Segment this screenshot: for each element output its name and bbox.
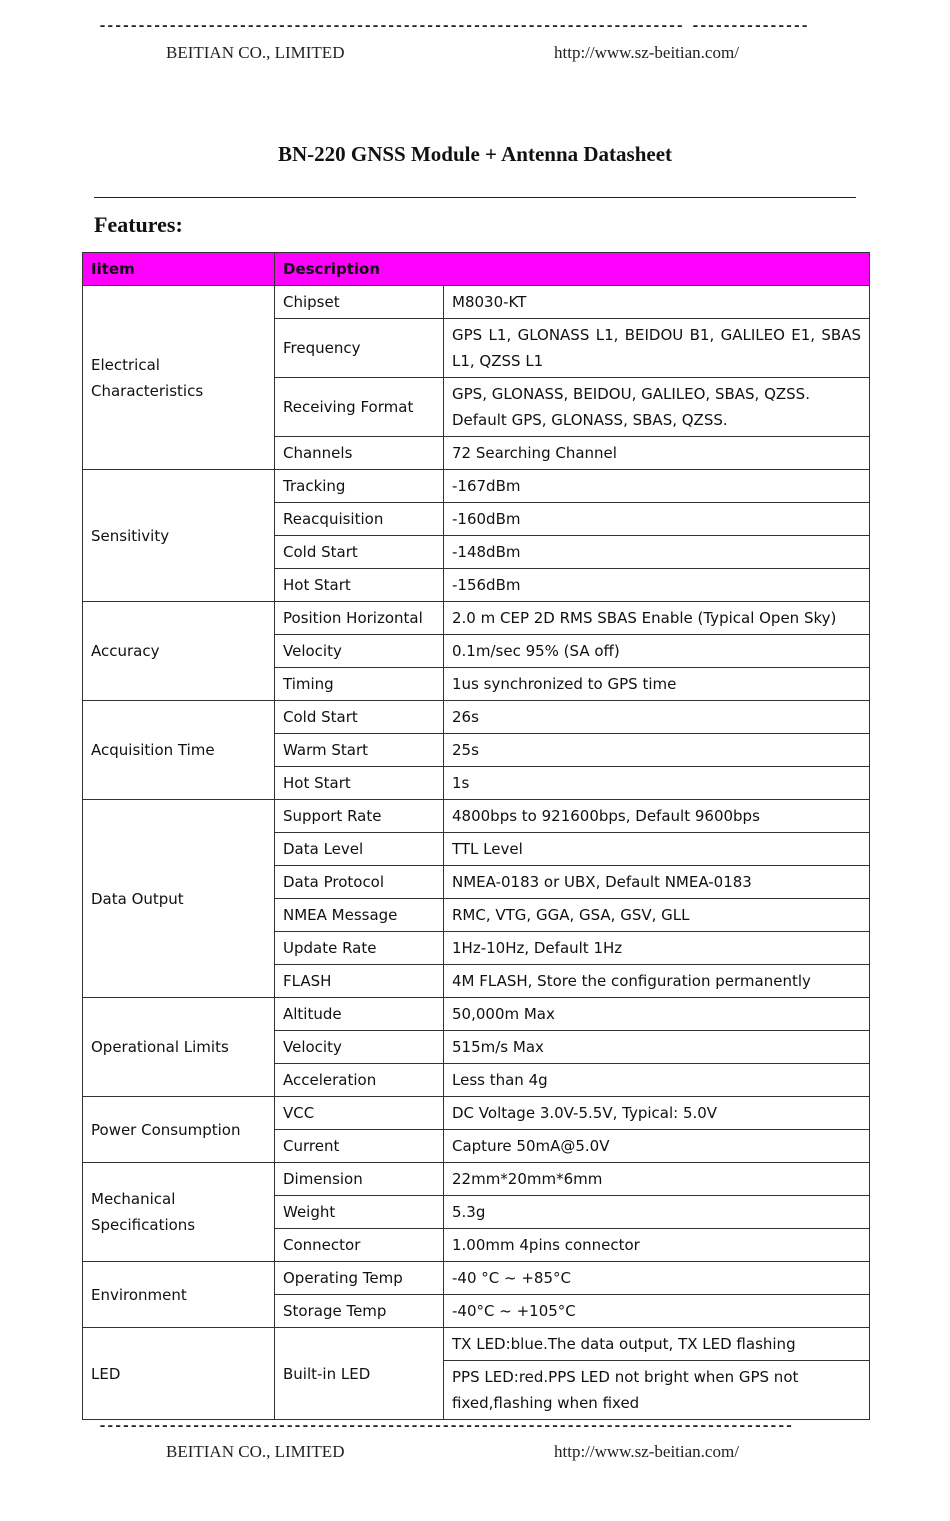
table-row [83,800,870,833]
spec-value-cell: 5.3g [444,1196,870,1229]
group-name-cell: Electrical Characteristics [83,286,275,470]
spec-key-cell: Velocity [275,1031,444,1064]
spec-value-cell: TX LED:blue.The data output, TX LED flashing [444,1328,870,1361]
spec-key-cell: Channels [275,437,444,470]
header-company: BEITIAN CO., LIMITED [166,43,345,62]
table-row [83,1163,870,1196]
spec-key-cell: Data Level [275,833,444,866]
spec-value-cell: 1.00mm 4pins connector [444,1229,870,1262]
spec-value-cell: 26s [444,701,870,734]
spec-value-cell: NMEA-0183 or UBX, Default NMEA-0183 [444,866,870,899]
spec-value-cell: M8030-KT [444,286,870,319]
spec-key-cell: Weight [275,1196,444,1229]
spec-value-cell: TTL Level [444,833,870,866]
spec-key-cell: Data Protocol [275,866,444,899]
spec-key-cell: Reacquisition [275,503,444,536]
spec-key-cell: Support Rate [275,800,444,833]
spec-value-cell: 2.0 m CEP 2D RMS SBAS Enable (Typical Open Sky) [444,602,870,635]
spec-key-cell: Cold Start [275,536,444,569]
spec-key-cell: Receiving Format [275,378,444,437]
spec-key-cell: Tracking [275,470,444,503]
spec-value-cell: -167dBm [444,470,870,503]
spec-value-cell: -160dBm [444,503,870,536]
spec-value-cell: -40°C ~ +105°C [444,1295,870,1328]
spec-key-cell: Operating Temp [275,1262,444,1295]
spec-key-cell: Connector [275,1229,444,1262]
group-name-cell: Data Output [83,800,275,998]
spec-value-cell: -148dBm [444,536,870,569]
spec-key-cell: Warm Start [275,734,444,767]
spec-key-cell: Current [275,1130,444,1163]
spec-key-cell: Velocity [275,635,444,668]
spec-value-cell: 4M FLASH, Store the configuration permanently [444,965,870,998]
spec-value-cell: 1us synchronized to GPS time [444,668,870,701]
table-row [83,470,870,503]
spec-key-cell: FLASH [275,965,444,998]
header-url: http://www.sz-beitian.com/ [554,43,739,62]
group-name-cell: Mechanical Specifications [83,1163,275,1262]
footer-url: http://www.sz-beitian.com/ [554,1442,739,1461]
spec-value-cell: 515m/s Max [444,1031,870,1064]
spec-key-cell: VCC [275,1097,444,1130]
group-name-cell: Accuracy [83,602,275,701]
spec-value-cell: Capture 50mA@5.0V [444,1130,870,1163]
spec-key-cell: Storage Temp [275,1295,444,1328]
spec-value-cell: -40 °C ~ +85°C [444,1262,870,1295]
group-name-cell: Acquisition Time [83,701,275,800]
group-name-cell: Power Consumption [83,1097,275,1163]
table-row [83,1262,870,1295]
spec-value-cell: RMC, VTG, GGA, GSA, GSV, GLL [444,899,870,932]
spec-key-cell: Update Rate [275,932,444,965]
spec-value-cell: PPS LED:red.PPS LED not bright when GPS not fixed,flashing when fixed [444,1361,870,1420]
footer-company: BEITIAN CO., LIMITED [166,1442,345,1461]
spec-value-cell: 0.1m/sec 95% (SA off) [444,635,870,668]
spec-value-cell: 1Hz-10Hz, Default 1Hz [444,932,870,965]
spec-key-cell: Altitude [275,998,444,1031]
spec-key-cell: Hot Start [275,569,444,602]
spec-value-cell: -156dBm [444,569,870,602]
table-header-row [83,253,870,286]
group-name-cell: LED [83,1328,275,1420]
spec-key-cell: Chipset [275,286,444,319]
spec-value-cell: GPS L1, GLONASS L1, BEIDOU B1, GALILEO E1, SBAS L1, QZSS L1 [444,319,870,378]
page-title: BN-220 GNSS Module + Antenna Datasheet [277,142,673,166]
group-name-cell: Operational Limits [83,998,275,1097]
table-row [83,1097,870,1130]
spec-value-cell: 50,000m Max [444,998,870,1031]
table-row [83,1328,870,1361]
spec-key-cell: Built-in LED [275,1328,444,1420]
header-cell-item: Iitem [83,253,275,286]
table-row [83,286,870,319]
spec-value-cell: 1s [444,767,870,800]
spec-value-cell: Less than 4g [444,1064,870,1097]
table-row [83,998,870,1031]
spec-key-cell: Timing [275,668,444,701]
spec-value-cell: 22mm*20mm*6mm [444,1163,870,1196]
spec-key-cell: Frequency [275,319,444,378]
features-heading: Features: [94,212,183,237]
spec-value-cell: 72 Searching Channel [444,437,870,470]
footer-dash-line: ----------------------------------------------------------------------------------------- [98,1420,793,1434]
spec-value-cell: GPS, GLONASS, BEIDOU, GALILEO, SBAS, QZSS. Default GPS, GLONASS, SBAS, QZSS. [444,378,870,437]
spec-value-cell: DC Voltage 3.0V-5.5V, Typical: 5.0V [444,1097,870,1130]
spec-value-cell: 4800bps to 921600bps, Default 9600bps [444,800,870,833]
spec-key-cell: Cold Start [275,701,444,734]
title-divider [94,197,856,198]
spec-key-cell: Hot Start [275,767,444,800]
table-row [83,602,870,635]
spec-key-cell: Acceleration [275,1064,444,1097]
group-name-cell: Sensitivity [83,470,275,602]
spec-key-cell: Position Horizontal [275,602,444,635]
header-dash-line: --------------------------------------------------------------------------- --------------- [98,20,808,34]
header-cell-description: Description [275,253,870,286]
spec-key-cell: Dimension [275,1163,444,1196]
group-name-cell: Environment [83,1262,275,1328]
spec-key-cell: NMEA Message [275,899,444,932]
spec-value-cell: 25s [444,734,870,767]
table-row [83,701,870,734]
features-table [82,252,870,1420]
